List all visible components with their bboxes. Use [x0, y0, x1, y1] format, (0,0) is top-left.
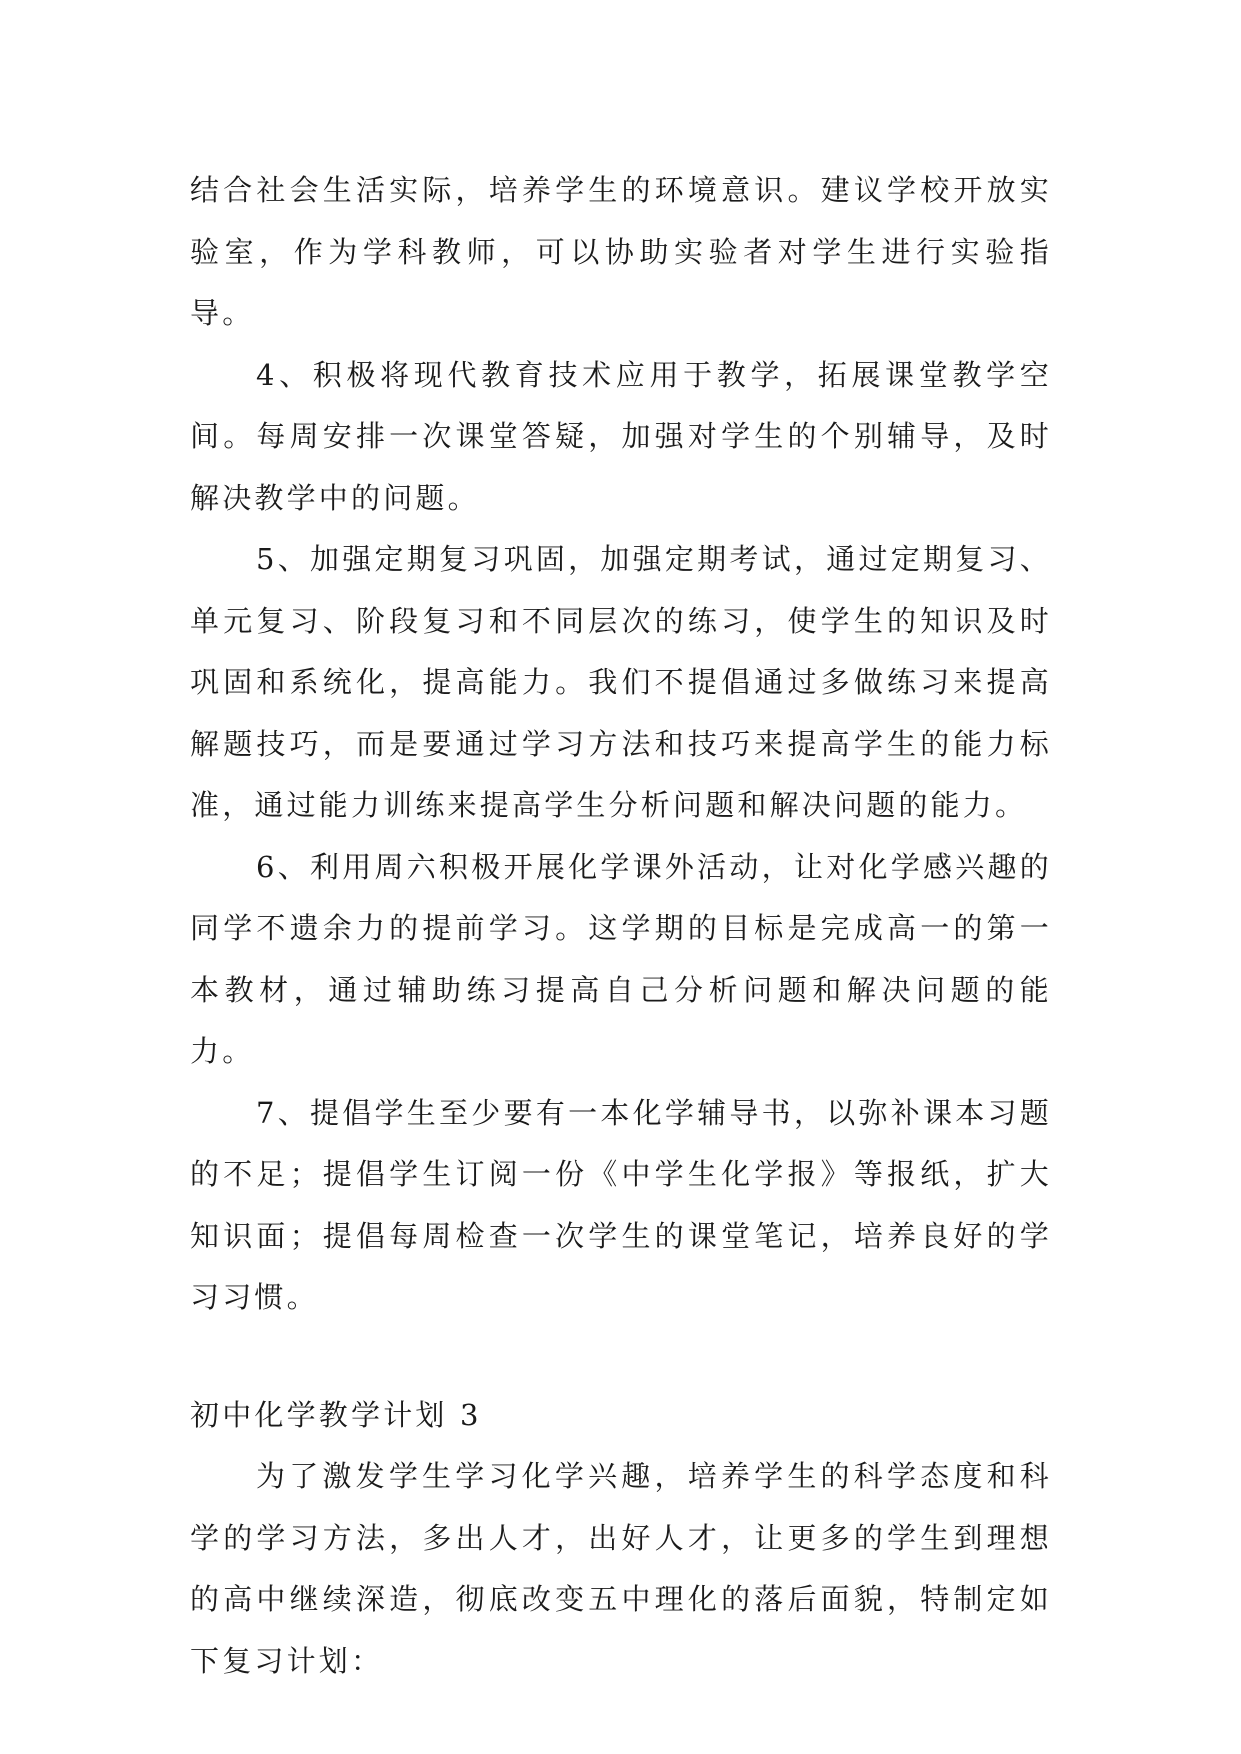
section-title: 初中化学教学计划 3 — [190, 1397, 482, 1432]
paragraph-continuation: 结合社会生活实际，培养学生的环境意识。建议学校开放实验室，作为学科教师，可以协助实验者对学生进行实验指导。 — [190, 173, 1052, 330]
paragraph-item-6: 6、利用周六积极开展化学课外活动，让对化学感兴趣的同学不遗余力的提前学习。这学期的目标是完成高一的第一本教材，通过辅助练习提高自己分析问题和解决问题的能力。 — [190, 849, 1052, 1068]
paragraph-item-7: 7、提倡学生至少要有一本化学辅导书，以弥补课本习题的不足；提倡学生订阅一份《中学生化学报》等报纸，扩大知识面；提倡每周检查一次学生的课堂笔记，培养良好的学习习惯。 — [190, 1095, 1052, 1314]
document-page — [190, 160, 1052, 1692]
section-spacer — [190, 1329, 1052, 1385]
paragraph-item-5: 5、加强定期复习巩固，加强定期考试，通过定期复习、单元复习、阶段复习和不同层次的练习，使学生的知识及时巩固和系统化，提高能力。我们不提倡通过多做练习来提高解题技巧，而是要通过学习方法和技巧来提高学生的能力标准，通过能力训练来提高学生分析问题和解决问题的能力。 — [190, 542, 1052, 822]
paragraph-intro: 为了激发学生学习化学兴趣，培养学生的科学态度和科学的学习方法，多出人才，出好人才，让更多的学生到理想的高中继续深造，彻底改变五中理化的落后面貌，特制定如下复习计划： — [190, 1459, 1052, 1678]
paragraph-item-4: 4、积极将现代教育技术应用于教学，拓展课堂教学空间。每周安排一次课堂答疑，加强对学生的个别辅导，及时解决教学中的问题。 — [190, 357, 1052, 515]
